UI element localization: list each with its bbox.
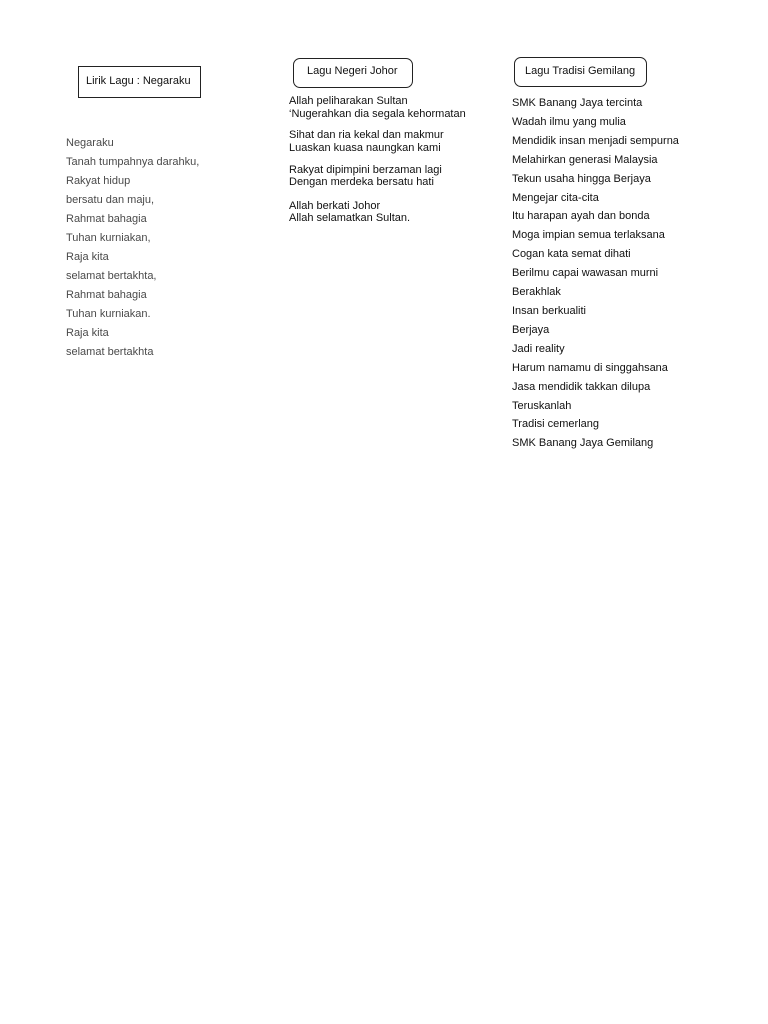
tradisi-lyrics (512, 94, 679, 453)
lyric-line: Tekun usaha hingga Berjaya (512, 172, 651, 185)
lyric-line: Dengan merdeka bersatu hati (289, 176, 434, 188)
lyric-line: Allah peliharakan Sultan (289, 95, 408, 107)
lyric-line: Tuhan kurniakan. (66, 308, 151, 320)
lyric-line: ‘Nugerahkan dia segala kehormatan (289, 107, 466, 120)
lyric-line: SMK Banang Jaya Gemilang (512, 437, 654, 450)
lyric-line: Wadah ilmu yang mulia (512, 115, 626, 128)
lyric-line: Moga impian semua terlaksana (512, 229, 665, 242)
lyric-line: Mengejar cita-cita (512, 191, 599, 204)
negaraku-title: Lirik Lagu : Negaraku (86, 75, 191, 87)
lyric-line: Allah berkati Johor (289, 199, 381, 212)
lyric-line: Teruskanlah (512, 399, 572, 412)
lyric-line: Rahmat bahagia (66, 289, 147, 301)
lyric-line: SMK Banang Jaya tercinta (512, 97, 643, 109)
lyric-line: Itu harapan ayah dan bonda (512, 210, 650, 223)
lyric-line: selamat bertakhta, (66, 270, 157, 282)
lyric-line: Sihat dan ria kekal dan makmur (289, 129, 444, 141)
lyric-line: Melahirkan generasi Malaysia (512, 153, 658, 166)
lyric-line: Tuhan kurniakan, (66, 232, 151, 244)
tradisi-title-box (514, 57, 647, 87)
lyric-line: bersatu dan maju, (66, 194, 155, 206)
negaraku-title-box (78, 66, 201, 98)
johor-lyrics (289, 95, 466, 225)
tradisi-title: Lagu Tradisi Gemilang (525, 65, 636, 77)
lyric-line: Berakhlak (512, 286, 561, 299)
johor-title-box (293, 58, 413, 88)
lyric-line: Luaskan kuasa naungkan kami (289, 141, 441, 154)
lyric-line: Mendidik insan menjadi sempurna (512, 134, 679, 147)
lyric-line: Cogan kata semat dihati (512, 248, 631, 261)
lyric-line: Raja kita (66, 251, 109, 263)
lyric-line: Rahmat bahagia (66, 213, 147, 225)
negaraku-lyrics (66, 134, 199, 362)
lyric-line: Insan berkualiti (512, 304, 586, 317)
lyric-line: Jasa mendidik takkan dilupa (512, 380, 651, 393)
lyric-line: Berilmu capai wawasan murni (512, 267, 659, 280)
lyric-line: Jadi reality (512, 342, 565, 355)
lyric-line: Berjaya (512, 323, 550, 336)
johor-title: Lagu Negeri Johor (307, 65, 398, 77)
lyric-line: Rakyat hidup (66, 175, 131, 187)
lyric-line: Harum namamu di singgahsana (512, 361, 668, 374)
lyric-line: Tanah tumpahnya darahku, (66, 156, 200, 168)
lyric-line: Negaraku (66, 137, 114, 149)
lyric-line: Allah selamatkan Sultan. (289, 212, 411, 224)
lyric-line: Rakyat dipimpini berzaman lagi (289, 163, 442, 176)
lyric-line: Tradisi cemerlang (512, 418, 600, 431)
lyric-line: selamat bertakhta (66, 346, 154, 358)
lyric-line: Raja kita (66, 327, 109, 339)
